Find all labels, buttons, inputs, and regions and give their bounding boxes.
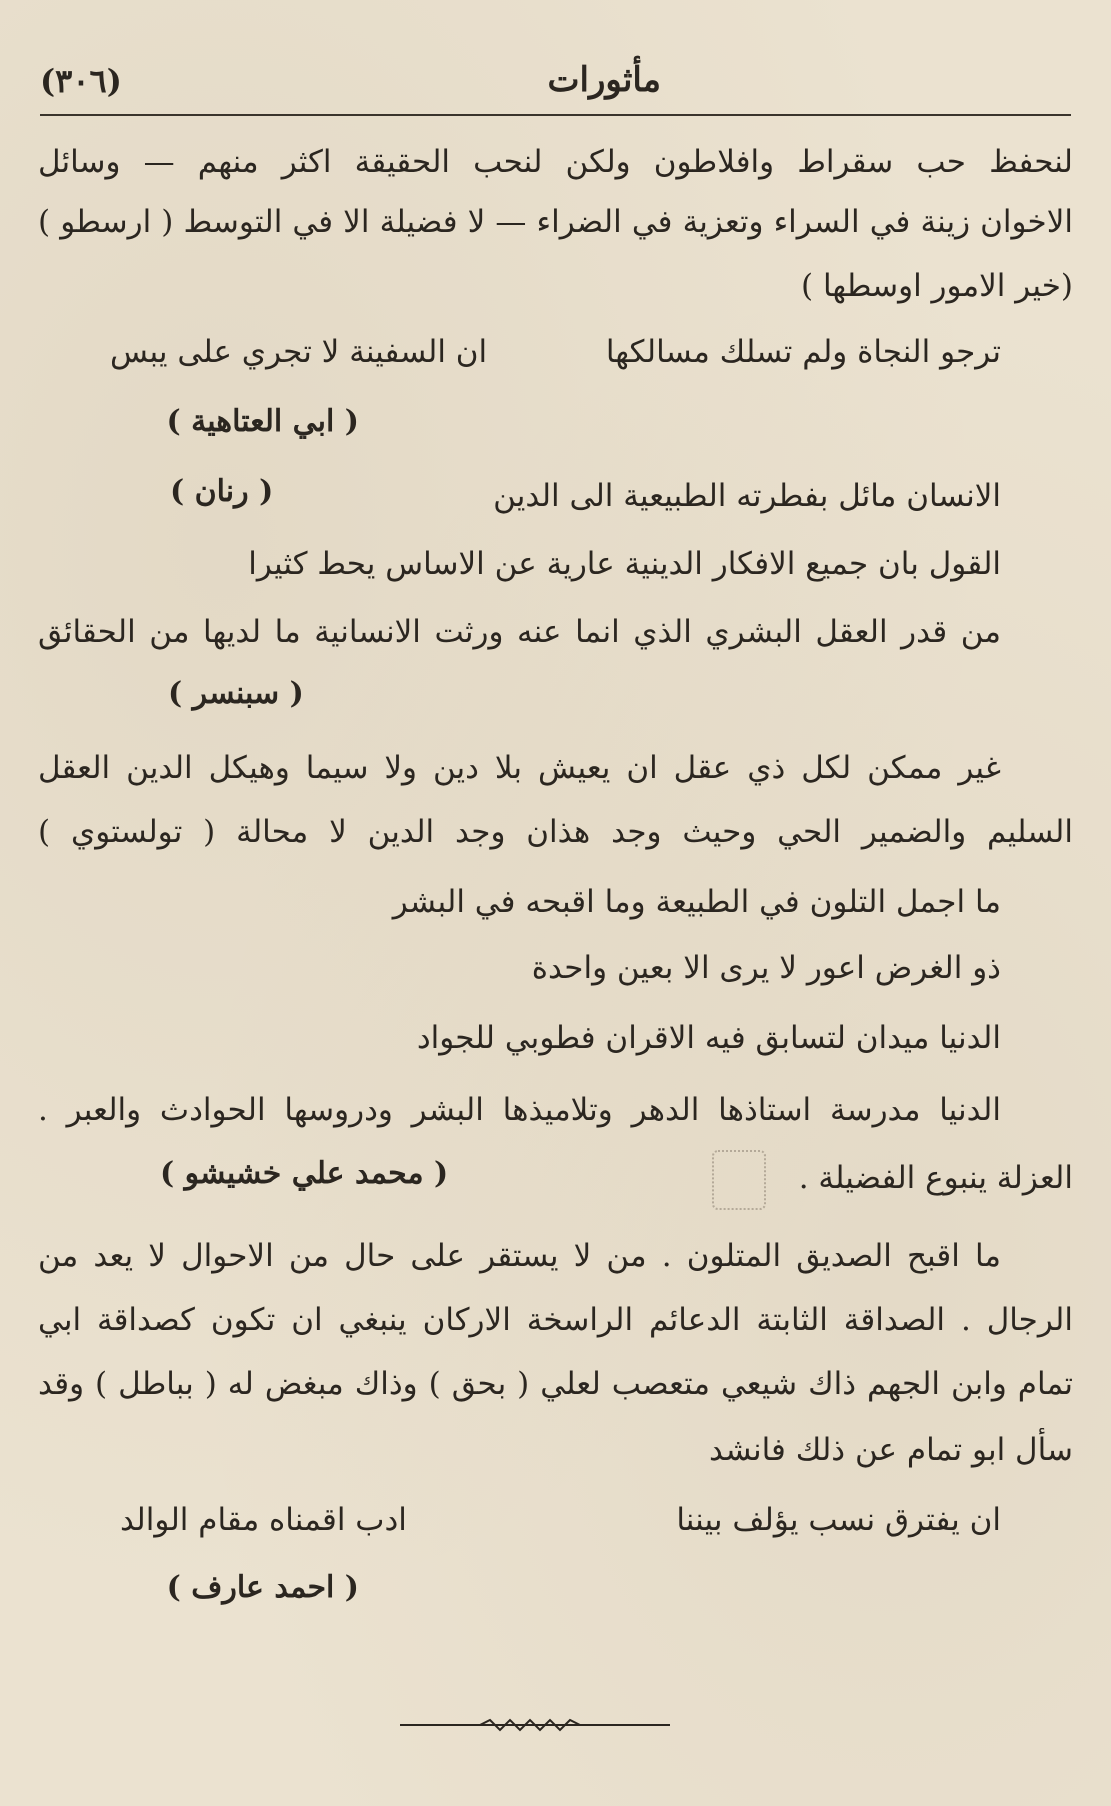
- text-line: الرجال . الصداقة الثابتة الدعائم الراسخة الاركان ينبغي ان تكون كصداقة ابي: [38, 1302, 1073, 1338]
- page-title: مأثورات: [547, 60, 661, 100]
- text-line: العزلة ينبوع الفضيلة .: [798, 1160, 1073, 1196]
- verse-hemistich: ان يفترق نسب يؤلف بيننا: [676, 1502, 1001, 1538]
- verse-hemistich: ان السفينة لا تجري على يبس: [110, 334, 488, 370]
- verse-hemistich: ادب اقمناه مقام الوالد: [120, 1502, 407, 1538]
- attribution: ( ابي العتاهية ): [166, 404, 359, 439]
- header-rule: [40, 114, 1071, 116]
- closing-ornament: [400, 1718, 670, 1732]
- page-header: [40, 52, 1071, 108]
- text-line: غير ممكن لكل ذي عقل ان يعيش بلا دين ولا سيما وهيكل الدين العقل: [38, 750, 1001, 786]
- text-line: الاخوان زينة في السراء وتعزية في الضراء — لا فضيلة الا في التوسط ( ارسطو ): [38, 204, 1073, 240]
- attribution: ( محمد علي خشيشو ): [160, 1156, 449, 1191]
- text-line: سأل ابو تمام عن ذلك فانشد: [709, 1432, 1073, 1468]
- text-line: الدنيا مدرسة استاذها الدهر وتلاميذها البشر ودروسها الحوادث والعبر .: [38, 1092, 1001, 1128]
- text-line: ما اجمل التلون في الطبيعة وما اقبحه في البشر: [392, 884, 1001, 920]
- text-line: لنحفظ حب سقراط وافلاطون ولكن لنحب الحقيقة اكثر منهم — وسائل: [38, 144, 1073, 180]
- faded-stamp: [712, 1150, 766, 1210]
- text-line: من قدر العقل البشري الذي انما عنه ورثت الانسانية ما لديها من الحقائق: [38, 614, 1001, 650]
- verse-hemistich: ترجو النجاة ولم تسلك مسالكها: [605, 334, 1001, 370]
- text-line: (خير الامور اوسطها ): [801, 268, 1073, 304]
- text-line: ما اقبح الصديق المتلون . من لا يستقر على حال من الاحوال لا يعد من: [38, 1238, 1001, 1274]
- page-number: (٣٠٦): [40, 62, 122, 100]
- text-line: الدنيا ميدان لتسابق فيه الاقران فطوبي للجواد: [416, 1020, 1001, 1056]
- text-line: الانسان مائل بفطرته الطبيعية الى الدين: [493, 478, 1001, 514]
- text-line: القول بان جميع الافكار الدينية عارية عن الاساس يحط كثيرا: [248, 546, 1001, 582]
- text-line: تمام وابن الجهم ذاك شيعي متعصب لعلي ( بحق ) وذاك مبغض له ( بباطل ) وقد: [38, 1366, 1073, 1402]
- text-line: السليم والضمير الحي وحيث وجد هذان وجد الدين لا محالة ( تولستوي ): [38, 814, 1073, 850]
- attribution: ( رنان ): [170, 474, 274, 509]
- text-line: ذو الغرض اعور لا يرى الا بعين واحدة: [531, 950, 1001, 986]
- attribution: ( سبنسر ): [168, 676, 304, 711]
- attribution: ( احمد عارف ): [166, 1570, 359, 1605]
